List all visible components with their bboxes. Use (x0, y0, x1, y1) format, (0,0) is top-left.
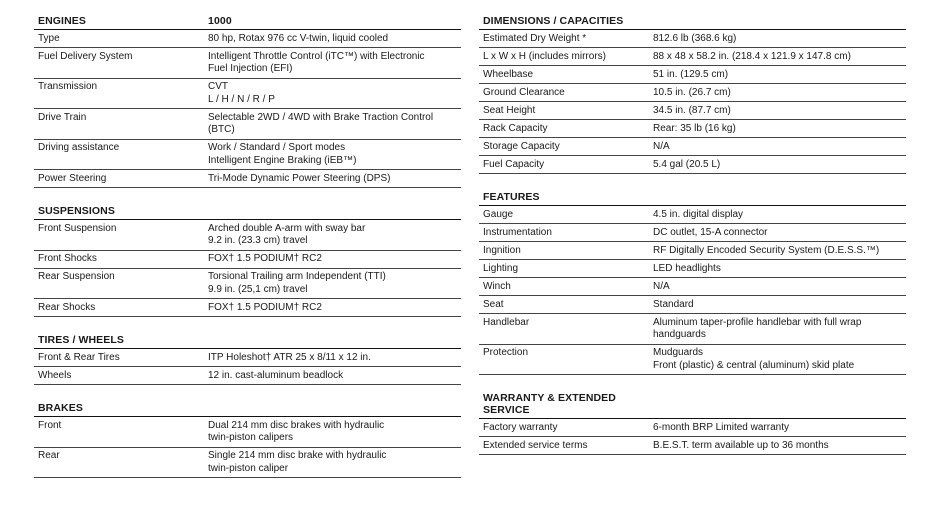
spec-value-line: 51 in. (129.5 cm) (653, 68, 729, 80)
spec-value-line: Dual 214 mm disc brakes with hydraulic (208, 419, 385, 431)
spec-value-line: Work / Standard / Sport modes (208, 142, 346, 153)
spec-label: Power Steering (38, 172, 107, 184)
spec-label: Wheelbase (483, 68, 534, 80)
spec-value-line: Rear: 35 lb (16 kg) (653, 122, 736, 134)
spec-row-wheelbase (479, 66, 906, 84)
spec-value-line: Aluminum taper-profile handlebar with full wrap (653, 316, 862, 328)
spec-row-front-rear-tires (34, 349, 461, 367)
spec-label: Front Suspension (38, 222, 117, 234)
spec-row-drive-train (34, 109, 461, 140)
section-title: DIMENSIONS / CAPACITIES (483, 15, 624, 27)
spec-value (653, 87, 902, 100)
section-header (34, 399, 461, 417)
spec-row-factory-warranty (479, 419, 906, 437)
spec-label: Seat (483, 298, 504, 310)
right-spec-column (479, 12, 906, 469)
spec-label: Type (38, 32, 60, 44)
spec-row-power-steering (34, 170, 461, 188)
spec-row-seat (479, 296, 906, 314)
spec-row-front (34, 417, 461, 448)
spec-value-line: 812.6 lb (368.6 kg) (653, 32, 737, 44)
spec-value (653, 317, 902, 342)
spec-label: Drive Train (38, 111, 87, 123)
spec-row-seat-height (479, 102, 906, 120)
spec-value (653, 51, 902, 64)
spec-row-rear-shocks (34, 299, 461, 317)
spec-value (208, 223, 457, 248)
spec-value (653, 281, 902, 294)
spec-value-line: Standard (653, 298, 694, 310)
spec-label: Extended service terms (483, 439, 588, 451)
spec-value (208, 173, 457, 186)
spec-value-line: N/A (653, 140, 670, 152)
left-spec-column (34, 12, 461, 492)
spec-label: Transmission (38, 81, 98, 92)
spec-label: Ingnition (483, 244, 521, 256)
spec-label: Rear Shocks (38, 301, 96, 313)
spec-row-l-x-w-x-h-includes-mirrors (479, 48, 906, 66)
spec-value (208, 352, 457, 365)
section-header-value (208, 402, 457, 414)
spec-value-line: RF Digitally Encoded Security System (D.E.S.S.™) (653, 244, 880, 256)
spec-label: Driving assistance (38, 142, 120, 153)
section-header (479, 188, 906, 206)
spec-value (653, 440, 902, 453)
spec-section-warranty-extended-service (479, 389, 906, 455)
spec-value-line: 80 hp, Rotax 976 cc V-twin, liquid cooled (208, 32, 389, 44)
section-header (34, 202, 461, 220)
spec-label: Instrumentation (483, 226, 552, 238)
spec-value-line: L / H / N / R / P (208, 93, 275, 105)
spec-row-wheels (34, 367, 461, 385)
spec-section-dimensions-capacities (479, 12, 906, 174)
section-header-value (208, 205, 457, 217)
spec-value (208, 51, 457, 76)
spec-value-line: ITP Holeshot† ATR 25 x 8/11 x 12 in. (208, 351, 371, 363)
spec-label: Front (38, 419, 62, 431)
spec-row-winch (479, 278, 906, 296)
spec-row-instrumentation (479, 224, 906, 242)
spec-label: Winch (483, 280, 511, 292)
spec-row-rear-suspension (34, 269, 461, 300)
spec-value (653, 245, 902, 258)
spec-value-line: 4.5 in. digital display (653, 208, 744, 220)
section-header-value: 1000 (208, 15, 232, 27)
section-header (34, 12, 461, 30)
spec-label: Rear Suspension (38, 271, 115, 282)
spec-section-tires-wheels (34, 331, 461, 385)
spec-label: Lighting (483, 262, 519, 274)
spec-row-storage-capacity (479, 138, 906, 156)
spec-row-gauge (479, 206, 906, 224)
spec-value (653, 33, 902, 46)
spec-value-line: Front (plastic) & central (aluminum) skid plate (653, 359, 855, 371)
spec-value (653, 105, 902, 118)
spec-value (653, 123, 902, 136)
spec-value (208, 112, 457, 137)
spec-row-front-suspension (34, 220, 461, 251)
spec-value-line: 9.2 in. (23.3 cm) travel (208, 235, 308, 246)
spec-value (208, 253, 457, 266)
spec-value (208, 81, 457, 106)
spec-value-line: Fuel Injection (EFI) (208, 63, 293, 74)
spec-label: Protection (483, 347, 529, 358)
spec-value (208, 271, 457, 296)
spec-value (208, 302, 457, 315)
spec-value-line: 12 in. cast-aluminum beadlock (208, 369, 344, 381)
spec-row-fuel-delivery-system (34, 48, 461, 79)
spec-value-line: FOX† 1.5 PODIUM† RC2 (208, 253, 322, 264)
spec-value-line: Intelligent Throttle Control (iTC™) with Electronic (208, 50, 425, 62)
spec-label: Fuel Capacity (483, 158, 545, 170)
spec-row-transmission (34, 79, 461, 110)
spec-row-rear (34, 448, 461, 479)
spec-value (653, 159, 902, 172)
spec-value (653, 227, 902, 240)
spec-label: Ground Clearance (483, 86, 565, 98)
spec-value-line: B.E.S.T. term available up to 36 months (653, 439, 829, 451)
spec-value (653, 209, 902, 222)
spec-value (208, 142, 457, 167)
spec-label: Rack Capacity (483, 122, 548, 134)
section-title: SUSPENSIONS (38, 205, 115, 217)
section-header (34, 331, 461, 349)
section-header (479, 389, 906, 419)
spec-value-line: Arched double A-arm with sway bar (208, 222, 366, 234)
spec-row-handlebar (479, 314, 906, 345)
spec-label: L x W x H (includes mirrors) (483, 50, 606, 62)
spec-row-extended-service-terms (479, 437, 906, 455)
spec-label: Estimated Dry Weight * (483, 32, 587, 44)
spec-value-line: Single 214 mm disc brake with hydraulic (208, 450, 387, 461)
spec-value-line: Selectable 2WD / 4WD with Brake Traction Control (208, 111, 434, 123)
spec-label: Front & Rear Tires (38, 351, 120, 363)
spec-value (653, 422, 902, 435)
spec-value-line: 88 x 48 x 58.2 in. (218.4 x 121.9 x 147.8 cm) (653, 50, 851, 62)
section-header (479, 12, 906, 30)
spec-row-ground-clearance (479, 84, 906, 102)
spec-value-line: DC outlet, 15-A connector (653, 226, 768, 238)
spec-row-type (34, 30, 461, 48)
spec-row-front-shocks (34, 251, 461, 269)
spec-row-fuel-capacity (479, 156, 906, 174)
spec-row-rack-capacity (479, 120, 906, 138)
spec-value-line: 6-month BRP Limited warranty (653, 421, 789, 433)
spec-value-line: Tri-Mode Dynamic Power Steering (DPS) (208, 172, 391, 184)
section-header-value (208, 334, 457, 346)
section-header-value (653, 392, 902, 416)
spec-row-ingnition (479, 242, 906, 260)
spec-value (208, 370, 457, 383)
spec-value-line: 9.9 in. (25,1 cm) travel (208, 283, 308, 295)
spec-section-features (479, 188, 906, 375)
spec-row-protection (479, 345, 906, 376)
spec-section-engines (34, 12, 461, 188)
spec-value (208, 33, 457, 46)
section-header-value (653, 191, 902, 203)
section-title: ENGINES (38, 15, 86, 27)
spec-row-estimated-dry-weight (479, 30, 906, 48)
spec-label: Wheels (38, 369, 72, 381)
spec-value (208, 450, 457, 475)
spec-section-suspensions (34, 202, 461, 317)
section-title: FEATURES (483, 191, 540, 203)
spec-value-line: 10.5 in. (26.7 cm) (653, 86, 731, 98)
spec-value (653, 263, 902, 276)
spec-label: Rear (38, 450, 60, 461)
spec-value-line: FOX† 1.5 PODIUM† RC2 (208, 301, 322, 313)
spec-row-lighting (479, 260, 906, 278)
spec-value (653, 141, 902, 154)
spec-value-line: 5.4 gal (20.5 L) (653, 158, 721, 170)
spec-label: Seat Height (483, 104, 536, 116)
spec-value-line: LED headlights (653, 262, 721, 274)
section-title: WARRANTY & EXTENDED SERVICE (483, 392, 616, 416)
spec-label: Gauge (483, 208, 514, 220)
spec-label: Handlebar (483, 316, 530, 328)
spec-value-line: twin-piston calipers (208, 432, 294, 443)
spec-value (653, 347, 902, 372)
spec-value-line: Mudguards (653, 347, 704, 358)
spec-value-line: Torsional Trailing arm Independent (TTI) (208, 271, 386, 282)
spec-value-line: (BTC) (208, 124, 235, 135)
spec-label: Fuel Delivery System (38, 50, 133, 62)
section-header-value (653, 15, 902, 27)
spec-value-line: twin-piston caliper (208, 462, 289, 474)
spec-row-driving-assistance (34, 140, 461, 171)
spec-label: Front Shocks (38, 253, 97, 264)
spec-value (653, 299, 902, 312)
spec-section-brakes (34, 399, 461, 478)
spec-value-line: CVT (208, 81, 228, 92)
spec-value-line: handguards (653, 329, 706, 340)
spec-value (653, 69, 902, 82)
spec-value-line: N/A (653, 280, 670, 292)
spec-label: Factory warranty (483, 421, 558, 433)
section-title: TIRES / WHEELS (38, 334, 124, 346)
section-title: BRAKES (38, 402, 83, 414)
spec-value-line: 34.5 in. (87.7 cm) (653, 104, 731, 116)
spec-value (208, 420, 457, 445)
spec-value-line: Intelligent Engine Braking (iEB™) (208, 154, 357, 166)
spec-label: Storage Capacity (483, 140, 560, 152)
